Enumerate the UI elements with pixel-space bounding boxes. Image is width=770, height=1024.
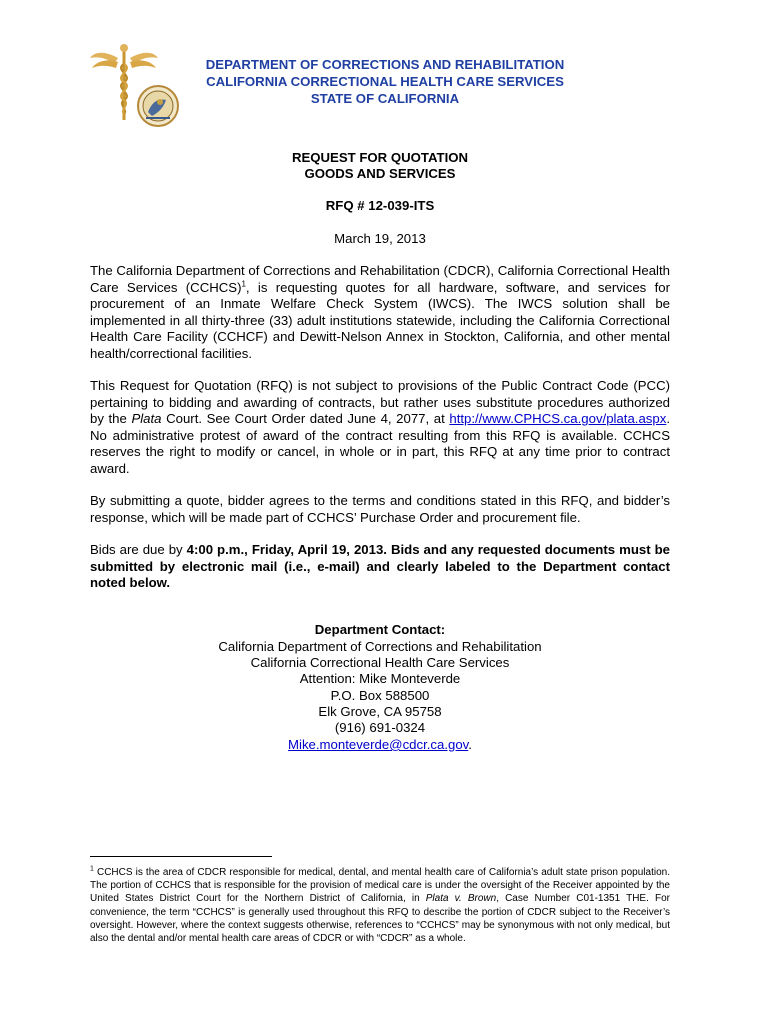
footnote: $^1$ CCHCS is the area of CDCR responsible for medical, dental, and mental health care of California’s adult state prison population. The portion of CCHCS that is responsible for the provision of medical care is under the oversight of the Receiver appointed by the United States District Court for the Northern District of California, in Plata v. Brown, Case Number C01-1351 THE. For convenience, the term “CCHCS” is generally used throughout this RFQ to describe the portion of CDCR subject to the Receiver’s oversight. However, where the context suggests otherwise, references to “CCHCS” may be synonymous with not only medical, but also the dental and/or mental health care areas of CDCR or with “CDCR” as a whole. bbox=[90, 865, 670, 945]
doc-subtitle: GOODS AND SERVICES bbox=[304, 166, 456, 181]
contact-line: California Department of Corrections and Rehabilitation bbox=[218, 639, 542, 654]
caduceus-seal-icon bbox=[88, 40, 188, 132]
contact-email-link[interactable]: Mike.monteverde@cdcr.ca.gov bbox=[288, 737, 469, 752]
contact-phone: (916) 691-0324 bbox=[334, 720, 426, 735]
intro-paragraph: The California Department of Corrections and Rehabilitation (CDCR), California Correctional Health Care Services (CCHCS)$^1$, is requesting quotes for all hardware, software, and services for procurement of an Inmate Welfare Check System (IWCS). The IWCS solution shall be implemented in all thirty-three (33) adult institutions statewide, including the California Correctional Health Care Facility (CCHCF) and Dewitt-Nelson Annex in Stockton, California, and other mental health/correctional facilities. bbox=[90, 263, 670, 361]
footnote-ref: 1 bbox=[241, 279, 246, 289]
footnote-divider bbox=[90, 856, 272, 857]
header-department: DEPARTMENT OF CORRECTIONS AND REHABILITATION bbox=[205, 57, 565, 72]
contact-email-line: Mike.monteverde@cdcr.ca.gov. bbox=[288, 737, 472, 752]
header-state: STATE OF CALIFORNIA bbox=[310, 91, 460, 106]
contact-line: California Correctional Health Care Services bbox=[250, 655, 510, 670]
submission-paragraph: By submitting a quote, bidder agrees to the terms and conditions stated in this RFQ, and bidder’s response, which will be made part of CCHCS’ Purchase Order and procurement file. bbox=[90, 493, 670, 525]
contact-po-box: P.O. Box 588500 bbox=[330, 688, 430, 703]
rfq-number: RFQ # 12-039-ITS bbox=[325, 198, 435, 213]
doc-date: March 19, 2013 bbox=[334, 231, 426, 246]
deadline-paragraph: Bids are due by 4:00 p.m., Friday, April 19, 2013. Bids and any requested documents must be submitted by electronic mail (i.e., e-mail) and clearly labeled to the Department contact noted below. bbox=[90, 542, 670, 591]
plata-link[interactable]: http://www.CPHCS.ca.gov/plata.aspx bbox=[449, 411, 667, 427]
contact-attention: Attention: Mike Monteverde bbox=[299, 671, 461, 686]
contact-heading: Department Contact: bbox=[314, 622, 446, 637]
doc-title: REQUEST FOR QUOTATION bbox=[291, 150, 469, 165]
header-division: CALIFORNIA CORRECTIONAL HEALTH CARE SERVICES bbox=[206, 74, 564, 89]
contact-city: Elk Grove, CA 95758 bbox=[318, 704, 442, 719]
rfq-terms-paragraph: This Request for Quotation (RFQ) is not subject to provisions of the Public Contract Code (PCC) pertaining to bidding and awarding of contracts, but rather uses substitute procedures authorized by the Plata Court. See Court Order dated June 4, 2077, at http://www.CPHCS.ca.gov/plata.aspx. No administrative protest of award of the contract resulting from this RFQ is available. CCHCS reserves the right to modify or cancel, in whole or in part, this RFQ at any time prior to contract award. bbox=[90, 378, 670, 476]
